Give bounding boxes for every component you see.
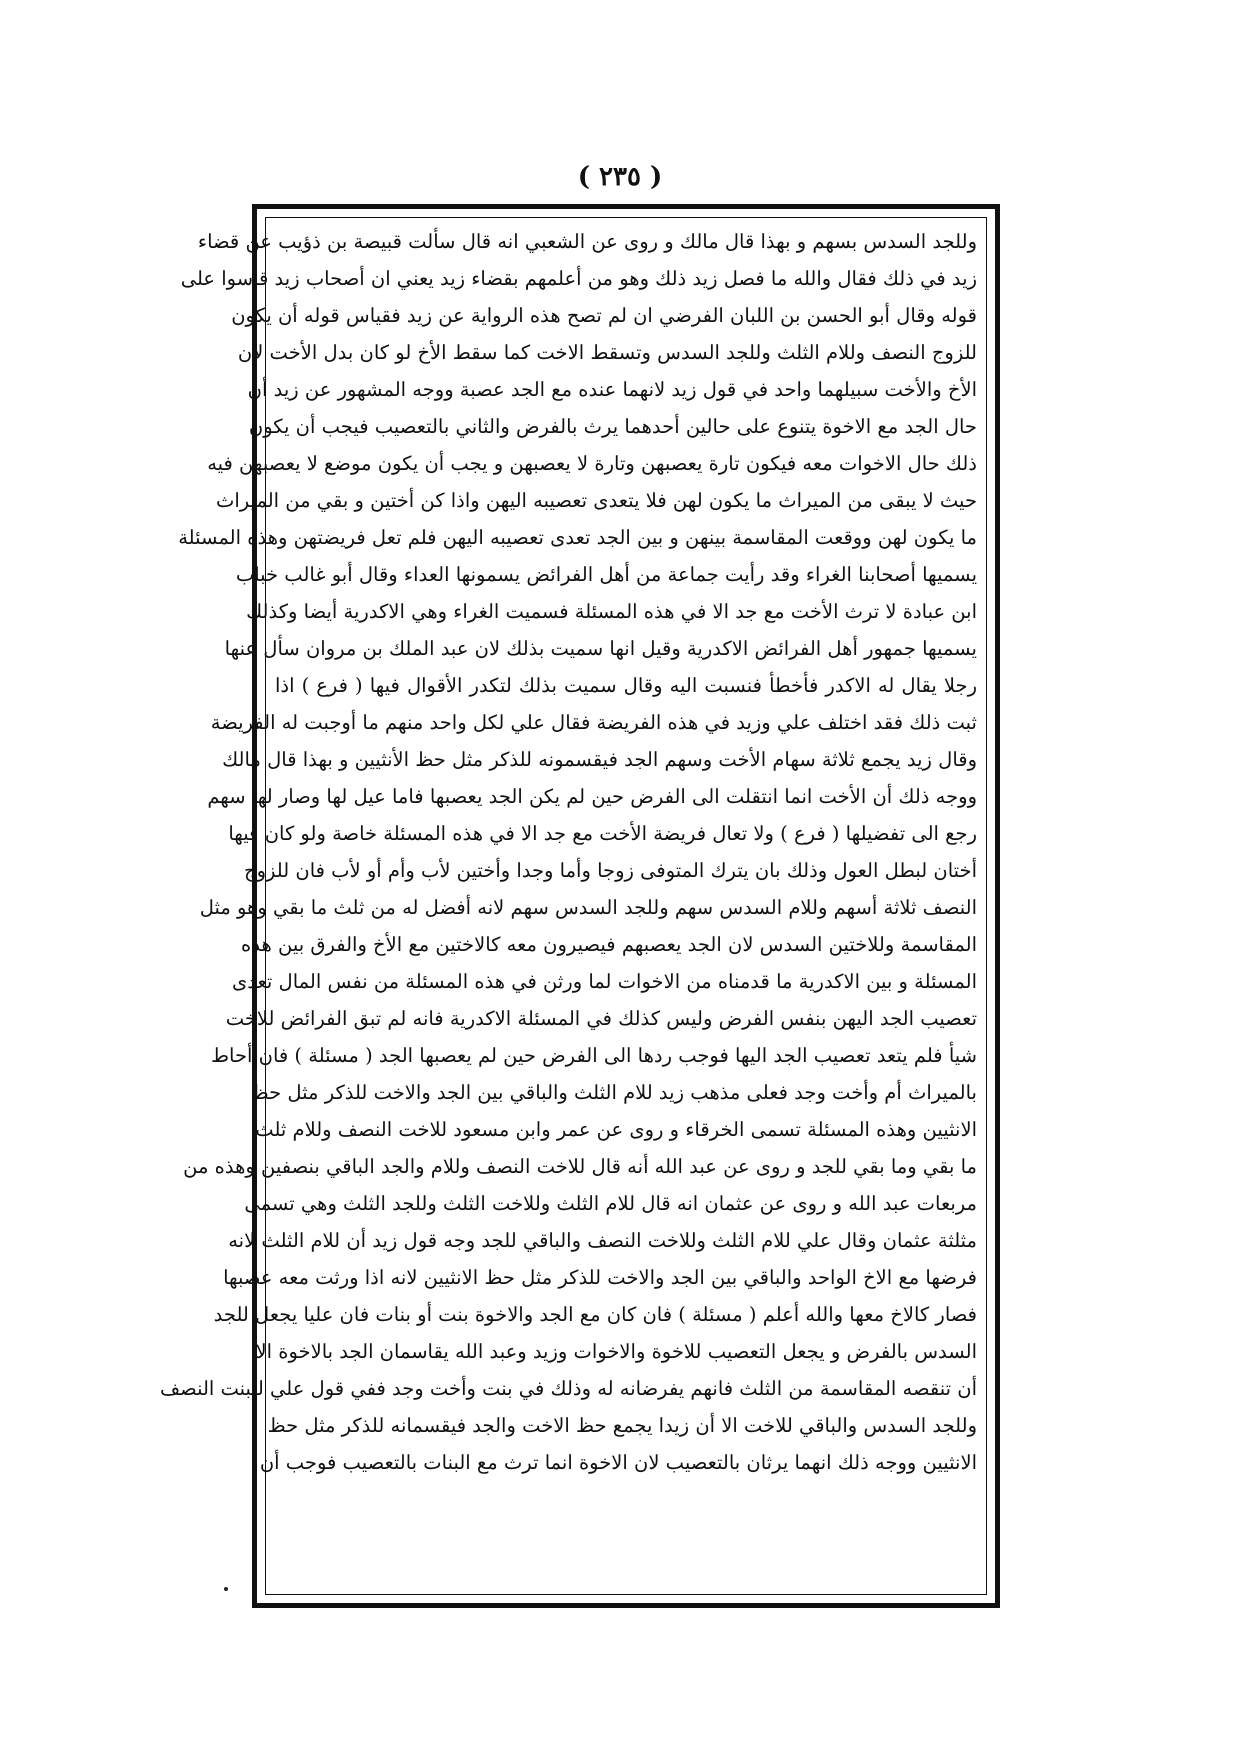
- text-line: الأخ والأخت سبيلهما واحد في قول زيد لانهما عنده مع الجد عصبة ووجه المشهور عن زيد أن: [247, 378, 977, 401]
- scan-dot-mark: [224, 1587, 228, 1591]
- text-line: ثبت ذلك فقد اختلف علي وزيد في هذه الفريضة فقال علي لكل واحد منهم ما أوجبت له الفريضة: [210, 711, 977, 734]
- text-line: الانثيين ووجه ذلك انهما يرثان بالتعصيب لان الاخوة انما ترث مع البنات بالتعصيب فوجب أن: [259, 1451, 977, 1474]
- text-line: المسئلة و بين الاكدرية ما قدمناه من الاخوات لما ورثن في هذه المسئلة من نفس المال تعدى: [232, 970, 977, 993]
- text-line: حيث لا يبقى من الميراث ما يكون لهن فلا يتعدى تعصيبه اليهن واذا كن أختين و بقي من الميراث: [216, 489, 977, 512]
- text-body: [159, 223, 977, 1589]
- text-line: مثلثة عثمان وقال علي للام الثلث وللاخت النصف والباقي للجد وجه قول زيد أن للام الثلث لانه: [228, 1229, 977, 1252]
- text-line: المقاسمة وللاختين السدس لان الجد يعصبهم فيصيرون معه كالاختين مع الأخ والفرق بين هذه: [241, 933, 977, 956]
- text-line: قوله وقال أبو الحسن بن اللبان الفرضي ان لم تصح هذه الرواية عن زيد فقياس قوله أن يكون: [231, 304, 977, 327]
- page-number: ( ٢٣٥ ): [577, 162, 663, 192]
- text-line: ووجه ذلك أن الأخت انما انتقلت الى الفرض حين لم يكن الجد يعصبها فاما عيل لها وصار لها سهم: [207, 785, 977, 808]
- text-line: رجلا يقال له الاكدر فأخطأ فنسبت اليه وقال سميت بذلك لتكدر الأقوال فيها ( فرع ) اذا: [275, 674, 977, 697]
- text-line: حال الجد مع الاخوة يتنوع على حالين أحدهما يرث بالفرض والثاني بالتعصيب فيجب أن يكون: [248, 415, 977, 438]
- text-line: أختان لبطل العول وذلك بان يترك المتوفى زوجا وأما وجدا وأختين لأب وأم أو لأب فان للزوج: [244, 859, 977, 882]
- text-line: الانثيين وهذه المسئلة تسمى الخرقاء و روى عن عمر وابن مسعود للاخت النصف وللام ثلث: [255, 1118, 977, 1141]
- text-line: للزوج النصف وللام الثلث وللجد السدس وتسقط الاخت كما سقط الأخ لو كان بدل الأخت لان: [237, 341, 977, 364]
- text-line: يسميها أصحابنا الغراء وقد رأيت جماعة من أهل الفرائض يسمونها العداء وقال أبو غالب خباب: [235, 563, 977, 586]
- text-line: ما بقي وما بقي للجد و روى عن عبد الله أنه قال للاخت النصف وللام والجد الباقي بنصفين وهذه من: [183, 1155, 977, 1178]
- text-frame: [159, 204, 1000, 1608]
- text-line: ما يكون لهن ووقعت المقاسمة بينهن و بين الجد تعدى تعصيبه اليهن فلم تعل فريضتهن وهذه المسئلة: [178, 526, 977, 549]
- text-line: النصف ثلاثة أسهم وللام السدس سهم وللجد السدس سهم لانه أفضل له من ثلث ما بقي وهو مثل: [199, 896, 977, 919]
- text-line: مربعات عبد الله و روى عن عثمان انه قال للام الثلث وللاخت الثلث وللجد الثلث وهي تسمى: [244, 1192, 977, 1215]
- text-line: يسميها جمهور أهل الفرائض الاكدرية وقيل انها سميت بذلك لان عبد الملك بن مروان سأل عنها: [224, 637, 977, 660]
- text-line: تعصيب الجد اليهن بنفس الفرض وليس كذلك في المسئلة الاكدرية فانه لم تبق الفرائض للاخت: [225, 1007, 977, 1030]
- text-line: ابن عبادة لا ترث الأخت مع جد الا في هذه المسئلة فسميت الغراء وهي الاكدرية أيضا وكذلك: [246, 600, 977, 623]
- text-line: رجع الى تفضيلها ( فرع ) ولا تعال فريضة الأخت مع جد الا في هذه المسئلة خاصة ولو كان فيها: [228, 822, 977, 845]
- text-line: بالميراث أم وأخت وجد فعلى مذهب زيد للام الثلث والباقي بين الجد والاخت للذكر مثل حظ: [250, 1081, 977, 1104]
- text-line: زيد في ذلك فقال والله ما فصل زيد ذلك وهو من أعلمهم بقضاء زيد يعني ان أصحاب زيد قاسوا على: [180, 267, 977, 290]
- text-line: السدس بالفرض و يجعل التعصيب للاخوة والاخوات وزيد وعبد الله يقاسمان الجد بالاخوة الا: [255, 1340, 977, 1363]
- text-line: وقال زيد يجمع ثلاثة سهام الأخت وسهم الجد فيقسمونه للذكر مثل حظ الأنثيين و بهذا قال مالك: [222, 748, 977, 771]
- text-line: ذلك حال الاخوات معه فيكون تارة يعصبهن وتارة لا يعصبهن و يجب أن يكون موضع لا يعصبهن فيه: [207, 452, 977, 475]
- text-line: فصار كالاخ معها والله أعلم ( مسئلة ) فان كان مع الجد والاخوة بنت أو بنات فان عليا يجعل للجد: [213, 1303, 977, 1326]
- text-line: شيأ فلم يتعد تعصيب الجد اليها فوجب ردها الى الفرض حين لم يعصبها الجد ( مسئلة ) فان أحاط: [211, 1044, 977, 1067]
- text-line: أن تنقصه المقاسمة من الثلث فانهم يفرضانه له وذلك في بنت وأخت وجد ففي قول علي للبنت النصف: [159, 1377, 977, 1400]
- text-line: وللجد السدس بسهم و بهذا قال مالك و روى عن الشعبي انه قال سألت قبيصة بن ذؤيب عن قضاء: [197, 230, 977, 253]
- text-line: وللجد السدس والباقي للاخت الا أن زيدا يجمع حظ الاخت والجد فيقسمانه للذكر مثل حظ: [267, 1414, 977, 1437]
- text-line: فرضها مع الاخ الواحد والباقي بين الجد والاخت للذكر مثل حظ الانثيين لانه اذا ورثت معه عصبها: [223, 1266, 977, 1289]
